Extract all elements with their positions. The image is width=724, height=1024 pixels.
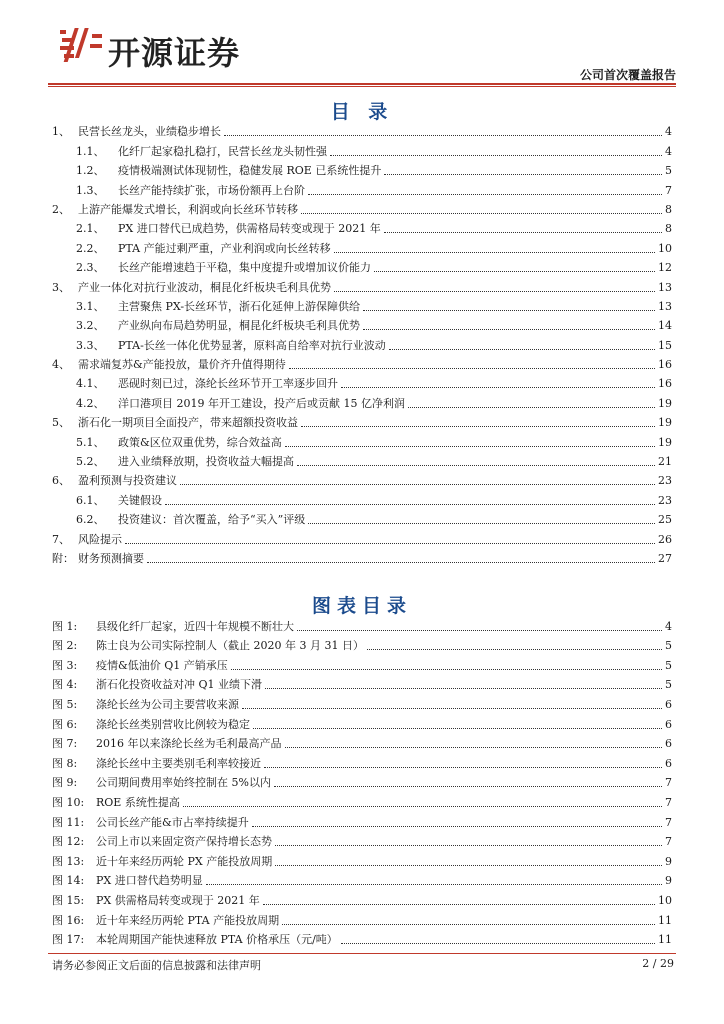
page-header (0, 0, 724, 86)
brand-name: 开源证券 (108, 34, 241, 72)
dot-leader (384, 173, 662, 175)
entry-title: 公司长丝产能&市占率持续提升 (96, 815, 249, 829)
dot-leader (308, 193, 662, 195)
entry-title: 公司上市以来固定资产保持增长态势 (96, 835, 272, 849)
entry-page-number: 4 (665, 619, 672, 633)
entry-number: 6.1、 (76, 493, 105, 507)
dot-leader (341, 942, 655, 944)
dot-leader (308, 522, 655, 524)
entry-label (52, 678, 262, 692)
entry-label (52, 620, 294, 634)
entry-label (52, 933, 338, 947)
dot-leader (265, 687, 662, 689)
entry-label (52, 552, 144, 566)
entry-number: 图 8: (52, 756, 78, 770)
toc-entry[interactable] (52, 295, 672, 314)
figure-entry[interactable] (52, 888, 672, 908)
entry-title: 涤纶长丝类别营收比例较为稳定 (96, 717, 250, 731)
entry-page-number: 5 (665, 639, 672, 653)
entry-page-number: 11 (658, 933, 672, 947)
figure-entry[interactable] (52, 908, 672, 928)
dot-leader (367, 648, 662, 650)
entry-number: 图 11: (52, 815, 85, 829)
dot-leader (285, 445, 655, 447)
toc-entry[interactable] (52, 411, 672, 430)
entry-page-number: 14 (658, 319, 672, 333)
figure-entry[interactable] (52, 771, 672, 791)
toc-entry[interactable] (52, 159, 672, 178)
footer-divider (48, 953, 676, 954)
entry-number: 图 10: (52, 795, 85, 809)
dot-leader (297, 464, 655, 466)
entry-label (52, 281, 331, 295)
entry-number: 2.1、 (76, 222, 105, 236)
entry-number: 图 2: (52, 639, 78, 653)
entry-page-number: 6 (665, 756, 672, 770)
dot-leader (384, 231, 662, 233)
figure-entry[interactable] (52, 634, 672, 654)
entry-number: 图 13: (52, 854, 85, 868)
dot-leader (297, 629, 662, 631)
toc-entry[interactable] (52, 120, 672, 139)
footer-disclaimer: 请务必参阅正文后面的信息披露和法律声明 (52, 959, 261, 972)
entry-label (52, 835, 272, 849)
entry-label (52, 659, 228, 673)
figure-entry[interactable] (52, 673, 672, 693)
entry-page-number: 19 (658, 435, 672, 449)
entry-title: 长丝产能增速趋于平稳，集中度提升或增加议价能力 (118, 261, 371, 275)
entry-title: 投资建议：首次覆盖，给予“买入”评级 (118, 513, 306, 527)
entry-title: PX 进口替代已成趋势，供需格局转变或现于 2021 年 (118, 222, 381, 236)
entry-label (76, 184, 305, 198)
entry-label (52, 358, 286, 372)
entry-title: 政策&区位双重优势，综合效益高 (118, 435, 282, 449)
figure-entry[interactable] (52, 830, 672, 850)
entry-number: 图 12: (52, 835, 85, 849)
entry-label (52, 776, 271, 790)
entry-label (52, 474, 177, 488)
entry-title: 风险提示 (78, 532, 122, 546)
toc-entry[interactable] (52, 139, 672, 158)
entry-label (76, 455, 294, 469)
entry-title: 化纤厂起家稳扎稳打，民营长丝龙头韧性强 (118, 144, 327, 158)
toc-entry[interactable] (52, 527, 672, 546)
figure-entry[interactable] (52, 732, 672, 752)
entry-page-number: 16 (658, 377, 672, 391)
figure-entry[interactable] (52, 614, 672, 634)
entry-title: 浙石化投资收益对冲 Q1 业绩下滑 (96, 678, 263, 692)
entry-title: 浙石化一期项目全面投产，带来超额投资收益 (78, 416, 298, 430)
figure-entry[interactable] (52, 869, 672, 889)
entry-page-number: 10 (658, 893, 672, 907)
entry-label (52, 874, 203, 888)
entry-title: PTA 产能过剩严重，产业利润或向长丝转移 (118, 241, 331, 255)
entry-title: 需求端复苏&产能投放，量价齐升值得期待 (78, 358, 286, 372)
entry-title: 盈利预测与投资建议 (78, 474, 177, 488)
dot-leader (408, 406, 655, 408)
entry-page-number: 13 (658, 280, 672, 294)
entry-number: 6.2、 (76, 513, 105, 527)
dot-leader (242, 707, 662, 709)
dot-leader (330, 154, 662, 156)
entry-label (52, 894, 260, 908)
toc-entry[interactable] (52, 236, 672, 255)
entry-page-number: 7 (665, 183, 672, 197)
entry-page-number: 8 (665, 202, 672, 216)
toc-entry[interactable] (52, 508, 672, 527)
entry-number: 2.3、 (76, 261, 105, 275)
entry-title: 长丝产能持续扩张，市场份额再上台阶 (118, 183, 305, 197)
entry-number: 4.2、 (76, 396, 105, 410)
brand-logo-icon (58, 24, 104, 70)
entry-title: 财务预测摘要 (78, 551, 144, 565)
dot-leader (252, 825, 662, 827)
entry-page-number: 13 (658, 299, 672, 313)
dot-leader (389, 348, 655, 350)
entry-label (76, 377, 338, 391)
entry-page-number: 9 (665, 874, 672, 888)
entry-number: 3、 (52, 280, 70, 294)
figure-list (52, 614, 672, 947)
toc-entry[interactable] (52, 275, 672, 294)
figure-entry[interactable] (52, 849, 672, 869)
entry-page-number: 16 (658, 358, 672, 372)
entry-title: 近十年来经历两轮 PX 产能投放周期 (96, 854, 273, 868)
entry-title: PX 供需格局转变或现于 2021 年 (96, 893, 260, 907)
header-divider-thin (48, 86, 676, 87)
entry-page-number: 7 (665, 795, 672, 809)
entry-label (76, 242, 331, 256)
entry-page-number: 19 (658, 416, 672, 430)
entry-label (52, 737, 282, 751)
header-divider (48, 83, 676, 85)
entry-title: 近十年来经历两轮 PTA 产能投放周期 (96, 913, 280, 927)
dot-leader (206, 883, 662, 885)
entry-number: 图 7: (52, 737, 78, 751)
entry-page-number: 6 (665, 737, 672, 751)
dot-leader (125, 542, 655, 544)
entry-title: 县级化纤厂起家，近四十年规模不断壮大 (96, 619, 294, 633)
entry-page-number: 4 (665, 144, 672, 158)
entry-number: 图 15: (52, 893, 85, 907)
dot-leader (334, 290, 655, 292)
entry-page-number: 11 (658, 913, 672, 927)
dot-leader (363, 309, 655, 311)
toc-entry[interactable] (52, 198, 672, 217)
entry-label (76, 397, 405, 411)
entry-title: 主营聚焦 PX-长丝环节，浙石化延伸上游保障供给 (118, 299, 361, 313)
entry-number: 图 9: (52, 776, 78, 790)
toc-entry[interactable] (52, 178, 672, 197)
entry-label (52, 816, 249, 830)
entry-label (52, 698, 239, 712)
dot-leader (253, 727, 662, 729)
toc-title: 目 录 (330, 101, 394, 123)
entry-page-number: 9 (665, 854, 672, 868)
entry-page-number: 7 (665, 815, 672, 829)
dot-leader (374, 270, 655, 272)
entry-page-number: 15 (658, 338, 672, 352)
entry-number: 1.2、 (76, 164, 105, 178)
entry-page-number: 23 (658, 493, 672, 507)
entry-number: 6、 (52, 474, 70, 488)
dot-leader (282, 923, 655, 925)
entry-number: 1、 (52, 125, 70, 139)
entry-number: 2.2、 (76, 241, 105, 255)
figure-entry[interactable] (52, 692, 672, 712)
entry-page-number: 6 (665, 717, 672, 731)
dot-leader (285, 746, 663, 748)
entry-page-number: 25 (658, 513, 672, 527)
dot-leader (363, 328, 655, 330)
company-logo (58, 24, 258, 70)
dot-leader (183, 805, 662, 807)
toc-entry[interactable] (52, 488, 672, 507)
dot-leader (275, 864, 662, 866)
figure-entry[interactable] (52, 653, 672, 673)
toc-entry[interactable] (52, 391, 672, 410)
toc-entry[interactable] (52, 547, 672, 566)
entry-page-number: 12 (658, 261, 672, 275)
entry-page-number: 21 (658, 455, 672, 469)
entry-title: 公司期间费用率始终控制在 5%以内 (96, 776, 271, 790)
entry-page-number: 6 (665, 697, 672, 711)
entry-number: 4、 (52, 358, 70, 372)
entry-title: 进入业绩释放期，投资收益大幅提高 (118, 455, 294, 469)
toc-entry[interactable] (52, 430, 672, 449)
entry-number: 图 16: (52, 913, 85, 927)
entry-page-number: 19 (658, 396, 672, 410)
entry-label (76, 436, 282, 450)
toc-entry[interactable] (52, 217, 672, 236)
entry-label (52, 639, 364, 653)
entry-title: ROE 系统性提高 (96, 795, 180, 809)
entry-number: 图 3: (52, 658, 78, 672)
figure-entry[interactable] (52, 751, 672, 771)
entry-number: 图 17: (52, 933, 85, 947)
dot-leader (180, 483, 655, 485)
entry-label (52, 533, 122, 547)
entry-title: PTA-长丝一体化优势显著，原料高自给率对抗行业波动 (118, 338, 386, 352)
entry-title: 2016 年以来涤纶长丝为毛利最高产品 (96, 737, 282, 751)
dot-leader (275, 844, 662, 846)
entry-label (76, 339, 386, 353)
dot-leader (334, 251, 655, 253)
entry-number: 5.2、 (76, 455, 105, 469)
entry-page-number: 23 (658, 474, 672, 488)
entry-title: 产业一体化对抗行业波动，桐昆化纤板块毛利具优势 (78, 280, 331, 294)
toc-entry[interactable] (52, 333, 672, 352)
entry-number: 1.3、 (76, 183, 105, 197)
entry-label (52, 718, 250, 732)
figure-entry[interactable] (52, 712, 672, 732)
entry-number: 附： (52, 551, 74, 565)
entry-number: 图 14: (52, 874, 85, 888)
entry-number: 7、 (52, 532, 70, 546)
figure-entry[interactable] (52, 810, 672, 830)
toc-entry[interactable] (52, 469, 672, 488)
entry-title: PX 进口替代趋势明显 (96, 874, 203, 888)
dot-leader (224, 134, 662, 136)
entry-number: 2、 (52, 202, 70, 216)
entry-title: 疫情&低油价 Q1 产销承压 (96, 658, 228, 672)
entry-page-number: 7 (665, 835, 672, 849)
entry-number: 图 6: (52, 717, 78, 731)
figure-entry[interactable] (52, 790, 672, 810)
entry-number: 3.3、 (76, 338, 105, 352)
entry-title: 洋口港项目 2019 年开工建设，投产后或贡献 15 亿净利润 (118, 396, 405, 410)
entry-number: 图 1: (52, 619, 78, 633)
entry-number: 5.1、 (76, 435, 105, 449)
entry-label (52, 757, 261, 771)
entry-number: 3.1、 (76, 299, 105, 313)
entry-label (52, 125, 221, 139)
dot-leader (147, 561, 655, 563)
entry-number: 5、 (52, 416, 70, 430)
entry-page-number: 4 (665, 125, 672, 139)
entry-title: 恶砚时刻已过，涤纶长丝环节开工率逐步回升 (118, 377, 338, 391)
entry-page-number: 26 (658, 532, 672, 546)
toc-entry[interactable] (52, 314, 672, 333)
dot-leader (341, 386, 655, 388)
entry-title: 涤纶长丝中主要类别毛利率较接近 (96, 756, 261, 770)
entry-page-number: 10 (658, 241, 672, 255)
entry-label (76, 300, 360, 314)
toc-entry[interactable] (52, 256, 672, 275)
entry-number: 图 4: (52, 678, 78, 692)
report-type-label: 公司首次覆盖报告 (579, 68, 676, 82)
entry-label (76, 222, 381, 236)
entry-label (52, 203, 298, 217)
entry-title: 关键假设 (118, 493, 162, 507)
entry-page-number: 5 (665, 678, 672, 692)
entry-number: 图 5: (52, 697, 78, 711)
entry-label (76, 145, 327, 159)
dot-leader (263, 903, 655, 905)
entry-title: 疫情极端测试体现韧性，稳健发展 ROE 已系统性提升 (118, 164, 382, 178)
toc-entry[interactable] (52, 450, 672, 469)
entry-number: 4.1、 (76, 377, 105, 391)
entry-title: 上游产能爆发式增长，利润或向长丝环节转移 (78, 202, 298, 216)
entry-label (76, 513, 305, 527)
entry-page-number: 5 (665, 658, 672, 672)
entry-title: 民营长丝龙头，业绩稳步增长 (78, 125, 221, 139)
entry-title: 陈士良为公司实际控制人（截止 2020 年 3 月 31 日） (96, 639, 364, 653)
entry-label (76, 261, 371, 275)
dot-leader (301, 425, 655, 427)
dot-leader (301, 212, 662, 214)
entry-number: 3.2、 (76, 319, 105, 333)
entry-title: 产业纵向布局趋势明显，桐昆化纤板块毛利具优势 (118, 319, 360, 333)
entry-page-number: 7 (665, 776, 672, 790)
dot-leader (231, 668, 662, 670)
figure-entry[interactable] (52, 928, 672, 948)
entry-page-number: 27 (658, 551, 672, 565)
toc-list (52, 120, 672, 566)
entry-label (76, 164, 381, 178)
entry-label (52, 855, 272, 869)
entry-page-number: 5 (665, 164, 672, 178)
page-number: 2 / 29 (642, 957, 674, 970)
entry-title: 本轮周期国产能快速释放 PTA 价格承压（元/吨） (96, 933, 338, 947)
figure-list-title: 图表目录 (311, 595, 412, 617)
entry-label (76, 494, 162, 508)
entry-page-number: 8 (665, 222, 672, 236)
entry-label (76, 319, 360, 333)
entry-label (52, 914, 279, 928)
dot-leader (274, 785, 662, 787)
entry-number: 1.1、 (76, 144, 105, 158)
toc-entry[interactable] (52, 353, 672, 372)
dot-leader (264, 766, 662, 768)
dot-leader (165, 503, 655, 505)
toc-entry[interactable] (52, 372, 672, 391)
entry-label (52, 796, 180, 810)
entry-title: 涤纶长丝为公司主要营收来源 (96, 697, 239, 711)
dot-leader (289, 367, 655, 369)
entry-label (52, 416, 298, 430)
